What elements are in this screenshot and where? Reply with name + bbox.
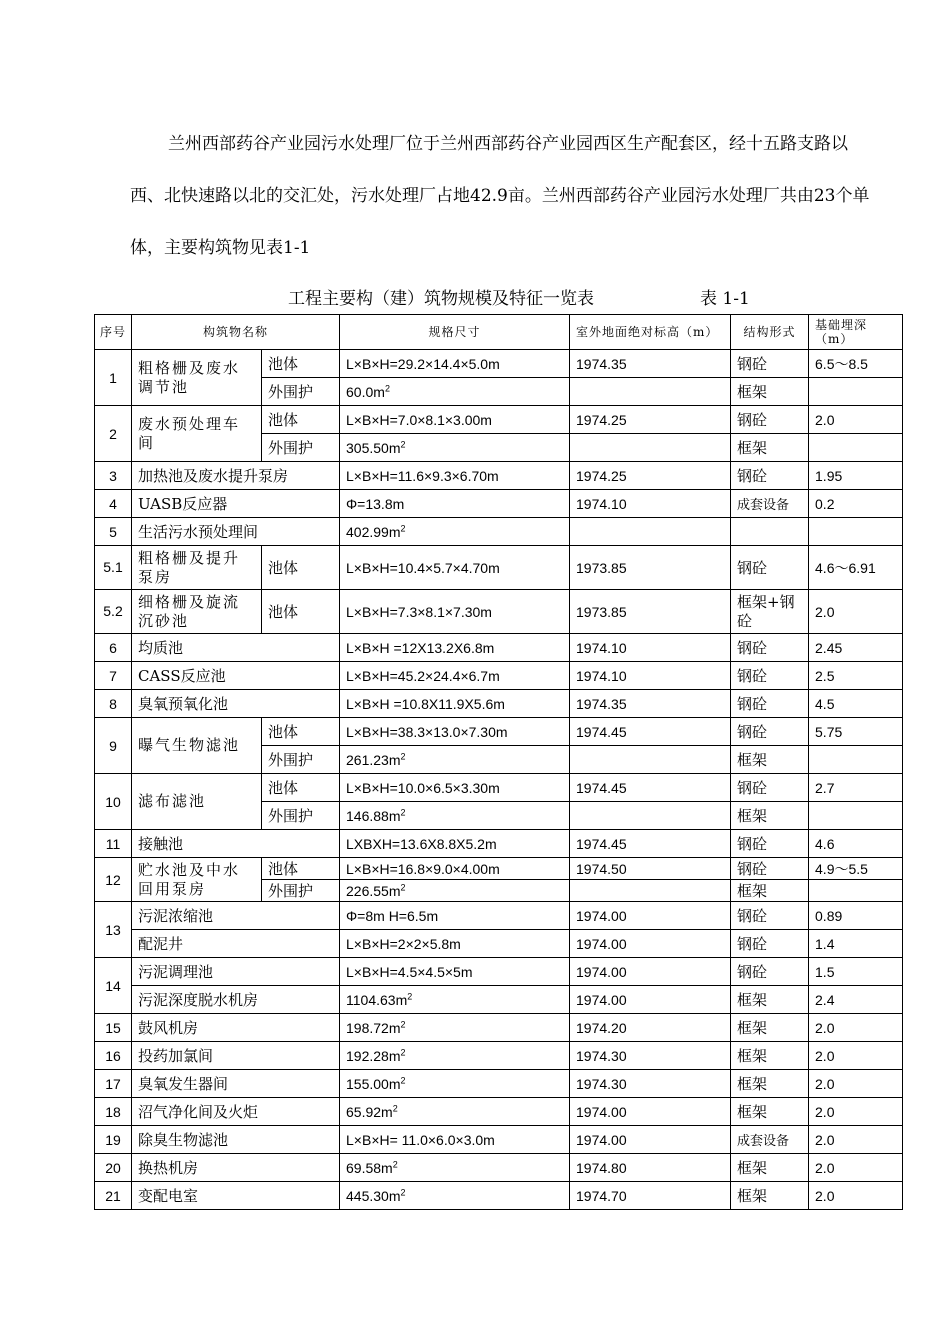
header-name: 构筑物名称 bbox=[132, 315, 340, 350]
cell-name: UASB反应器 bbox=[132, 490, 340, 518]
cell-elev bbox=[570, 880, 731, 902]
spec-text: L×B×H=4.5×4.5×5m bbox=[346, 963, 473, 980]
spec-text: 146.88m bbox=[346, 807, 401, 824]
cell-sub: 池体 bbox=[262, 590, 340, 634]
spec-superscript: 2 bbox=[400, 806, 406, 817]
cell-elev: 1974.00 bbox=[570, 1126, 731, 1154]
cell-spec bbox=[340, 1098, 570, 1126]
spec-superscript: 2 bbox=[400, 1046, 406, 1057]
cell-spec bbox=[340, 1014, 570, 1042]
cell-struct: 钢砼 bbox=[731, 830, 809, 858]
cell-no: 19 bbox=[95, 1126, 132, 1154]
cell-elev: 1974.35 bbox=[570, 690, 731, 718]
table-title: 工程主要构（建）筑物规模及特征一览表 bbox=[288, 289, 594, 309]
spec-text: Φ=13.8m bbox=[346, 495, 405, 512]
cell-spec bbox=[340, 1154, 570, 1182]
cell-sub: 池体 bbox=[262, 858, 340, 880]
cell-elev: 1973.85 bbox=[570, 546, 731, 590]
cell-struct: 框架 bbox=[731, 880, 809, 902]
cell-name: 细格栅及旋流沉砂池 bbox=[132, 590, 262, 634]
table-row bbox=[95, 930, 903, 958]
spec-superscript: 2 bbox=[392, 1158, 398, 1169]
table-body bbox=[95, 350, 903, 1210]
cell-depth: 2.0 bbox=[809, 1098, 903, 1126]
cell-struct: 钢砼 bbox=[731, 690, 809, 718]
cell-elev bbox=[570, 434, 731, 462]
cell-spec bbox=[340, 802, 570, 830]
spec-text: 305.50m bbox=[346, 439, 401, 456]
cell-spec bbox=[340, 746, 570, 774]
cell-spec bbox=[340, 958, 570, 986]
spec-superscript: 2 bbox=[400, 522, 406, 533]
cell-struct: 框架 bbox=[731, 1014, 809, 1042]
cell-struct: 框架 bbox=[731, 434, 809, 462]
cell-elev: 1974.00 bbox=[570, 986, 731, 1014]
table-row bbox=[95, 1182, 903, 1210]
spec-text: 261.23m bbox=[346, 751, 401, 768]
cell-depth bbox=[809, 434, 903, 462]
cell-spec bbox=[340, 434, 570, 462]
cell-spec bbox=[340, 1042, 570, 1070]
cell-sub: 池体 bbox=[262, 350, 340, 378]
cell-no: 1 bbox=[95, 350, 132, 406]
cell-name: 接触池 bbox=[132, 830, 340, 858]
cell-elev: 1974.70 bbox=[570, 1182, 731, 1210]
cell-name: 投药加氯间 bbox=[132, 1042, 340, 1070]
cell-name: 加热池及废水提升泵房 bbox=[132, 462, 340, 490]
spec-text: LXBXH=13.6X8.8X5.2m bbox=[346, 835, 497, 852]
cell-struct: 钢砼 bbox=[731, 350, 809, 378]
cell-struct: 成套设备 bbox=[731, 490, 809, 518]
table-row bbox=[95, 958, 903, 986]
header-elev: 室外地面绝对标高（m） bbox=[570, 315, 731, 350]
cell-spec bbox=[340, 350, 570, 378]
spec-superscript: 2 bbox=[400, 1018, 406, 1029]
cell-struct: 框架 bbox=[731, 1154, 809, 1182]
spec-superscript: 2 bbox=[400, 881, 406, 892]
table-number: 表 1-1 bbox=[700, 289, 750, 309]
cell-depth: 1.5 bbox=[809, 958, 903, 986]
spec-text: L×B×H=29.2×14.4×5.0m bbox=[346, 355, 500, 372]
cell-struct: 框架 bbox=[731, 986, 809, 1014]
cell-struct: 钢砼 bbox=[731, 546, 809, 590]
table-header-row bbox=[95, 315, 903, 350]
cell-elev: 1974.80 bbox=[570, 1154, 731, 1182]
table-row bbox=[95, 462, 903, 490]
cell-depth: 2.0 bbox=[809, 1154, 903, 1182]
table-row bbox=[95, 986, 903, 1014]
cell-struct: 钢砼 bbox=[731, 718, 809, 746]
cell-no: 11 bbox=[95, 830, 132, 858]
cell-depth bbox=[809, 802, 903, 830]
cell-no: 5.2 bbox=[95, 590, 132, 634]
cell-depth: 2.0 bbox=[809, 1042, 903, 1070]
cell-struct: 框架 bbox=[731, 1070, 809, 1098]
cell-depth: 2.5 bbox=[809, 662, 903, 690]
cell-spec bbox=[340, 378, 570, 406]
table-row bbox=[95, 350, 903, 378]
cell-spec bbox=[340, 986, 570, 1014]
table-row bbox=[95, 718, 903, 746]
cell-spec bbox=[340, 634, 570, 662]
table-row bbox=[95, 662, 903, 690]
cell-name: 均质池 bbox=[132, 634, 340, 662]
cell-spec bbox=[340, 462, 570, 490]
spec-text: 1104.63m bbox=[346, 991, 408, 1008]
spec-text: 69.58m bbox=[346, 1159, 393, 1176]
cell-elev bbox=[570, 802, 731, 830]
cell-depth: 4.6～6.91 bbox=[809, 546, 903, 590]
spec-text: 198.72m bbox=[346, 1019, 401, 1036]
header-depth: 基础埋深（m） bbox=[809, 315, 903, 350]
cell-name: 鼓风机房 bbox=[132, 1014, 340, 1042]
header-struct: 结构形式 bbox=[731, 315, 809, 350]
cell-no: 14 bbox=[95, 958, 132, 1014]
cell-spec bbox=[340, 1070, 570, 1098]
table-row bbox=[95, 590, 903, 634]
cell-name: 滤布滤池 bbox=[132, 774, 262, 830]
structures-table bbox=[94, 314, 903, 1210]
cell-elev: 1974.00 bbox=[570, 958, 731, 986]
spec-superscript: 2 bbox=[400, 750, 406, 761]
cell-elev: 1974.25 bbox=[570, 406, 731, 434]
spec-text: L×B×H=16.8×9.0×4.00m bbox=[346, 860, 500, 877]
cell-depth: 2.0 bbox=[809, 590, 903, 634]
cell-no: 7 bbox=[95, 662, 132, 690]
table-row bbox=[95, 518, 903, 546]
table-row bbox=[95, 1070, 903, 1098]
cell-spec bbox=[340, 902, 570, 930]
table-row bbox=[95, 546, 903, 590]
cell-spec bbox=[340, 1182, 570, 1210]
cell-depth: 4.9～5.5 bbox=[809, 858, 903, 880]
cell-no: 16 bbox=[95, 1042, 132, 1070]
cell-struct: 框架 bbox=[731, 378, 809, 406]
spec-text: 60.0m bbox=[346, 383, 385, 400]
spec-text: L×B×H=7.0×8.1×3.00m bbox=[346, 411, 492, 428]
cell-depth bbox=[809, 518, 903, 546]
spec-text: 445.30m bbox=[346, 1187, 401, 1204]
cell-depth: 0.2 bbox=[809, 490, 903, 518]
cell-depth: 6.5～8.5 bbox=[809, 350, 903, 378]
cell-name: 换热机房 bbox=[132, 1154, 340, 1182]
cell-elev bbox=[570, 746, 731, 774]
cell-name: 除臭生物滤池 bbox=[132, 1126, 340, 1154]
cell-struct: 成套设备 bbox=[731, 1126, 809, 1154]
cell-name: 生活污水预处理间 bbox=[132, 518, 340, 546]
cell-spec bbox=[340, 880, 570, 902]
cell-sub: 池体 bbox=[262, 546, 340, 590]
cell-struct bbox=[731, 518, 809, 546]
table-row bbox=[95, 1154, 903, 1182]
cell-elev bbox=[570, 378, 731, 406]
cell-spec bbox=[340, 662, 570, 690]
cell-spec bbox=[340, 406, 570, 434]
cell-struct: 钢砼 bbox=[731, 774, 809, 802]
cell-no: 10 bbox=[95, 774, 132, 830]
cell-elev: 1974.25 bbox=[570, 462, 731, 490]
cell-no: 20 bbox=[95, 1154, 132, 1182]
table-row bbox=[95, 1126, 903, 1154]
cell-spec bbox=[340, 518, 570, 546]
spec-text: 155.00m bbox=[346, 1075, 401, 1092]
spec-text: L×B×H= 11.0×6.0×3.0m bbox=[346, 1131, 495, 1148]
table-row bbox=[95, 774, 903, 802]
cell-name: 贮水池及中水回用泵房 bbox=[132, 858, 262, 902]
cell-depth: 2.0 bbox=[809, 1126, 903, 1154]
cell-no: 6 bbox=[95, 634, 132, 662]
cell-no: 18 bbox=[95, 1098, 132, 1126]
cell-sub: 外围护 bbox=[262, 746, 340, 774]
cell-sub: 外围护 bbox=[262, 378, 340, 406]
cell-elev: 1974.30 bbox=[570, 1070, 731, 1098]
spec-text: 192.28m bbox=[346, 1047, 401, 1064]
cell-elev: 1974.45 bbox=[570, 718, 731, 746]
cell-name: 曝气生物滤池 bbox=[132, 718, 262, 774]
cell-no: 15 bbox=[95, 1014, 132, 1042]
spec-text: 402.99m bbox=[346, 523, 401, 540]
cell-elev: 1974.10 bbox=[570, 662, 731, 690]
cell-no: 5 bbox=[95, 518, 132, 546]
cell-spec bbox=[340, 930, 570, 958]
spec-text: L×B×H=45.2×24.4×6.7m bbox=[346, 667, 500, 684]
cell-depth bbox=[809, 880, 903, 902]
cell-sub: 外围护 bbox=[262, 880, 340, 902]
cell-no: 4 bbox=[95, 490, 132, 518]
cell-sub: 池体 bbox=[262, 406, 340, 434]
spec-superscript: 2 bbox=[400, 1074, 406, 1085]
spec-text: 226.55m bbox=[346, 882, 401, 899]
table-row bbox=[95, 690, 903, 718]
cell-name: 粗格栅及废水调节池 bbox=[132, 350, 262, 406]
spec-text: L×B×H=10.0×6.5×3.30m bbox=[346, 779, 500, 796]
cell-elev: 1974.00 bbox=[570, 902, 731, 930]
cell-name: 臭氧预氧化池 bbox=[132, 690, 340, 718]
cell-depth: 2.0 bbox=[809, 1182, 903, 1210]
spec-text: L×B×H =10.8X11.9X5.6m bbox=[346, 695, 505, 712]
spec-superscript: 2 bbox=[400, 1186, 406, 1197]
cell-struct: 框架+钢砼 bbox=[731, 590, 809, 634]
table-caption bbox=[0, 284, 950, 310]
table-row bbox=[95, 406, 903, 434]
cell-sub: 外围护 bbox=[262, 434, 340, 462]
spec-text: L×B×H=11.6×9.3×6.70m bbox=[346, 467, 499, 484]
cell-struct: 钢砼 bbox=[731, 858, 809, 880]
spec-superscript: 2 bbox=[400, 438, 406, 449]
cell-elev: 1974.35 bbox=[570, 350, 731, 378]
cell-depth: 2.0 bbox=[809, 1014, 903, 1042]
cell-name: 变配电室 bbox=[132, 1182, 340, 1210]
cell-name: 污泥深度脱水机房 bbox=[132, 986, 340, 1014]
cell-elev bbox=[570, 518, 731, 546]
cell-no: 5.1 bbox=[95, 546, 132, 590]
spec-text: L×B×H=38.3×13.0×7.30m bbox=[346, 723, 508, 740]
cell-no: 9 bbox=[95, 718, 132, 774]
cell-struct: 框架 bbox=[731, 1042, 809, 1070]
spec-text: L×B×H=2×2×5.8m bbox=[346, 935, 461, 952]
cell-struct: 框架 bbox=[731, 802, 809, 830]
table-row bbox=[95, 830, 903, 858]
cell-depth: 1.4 bbox=[809, 930, 903, 958]
cell-struct: 框架 bbox=[731, 1098, 809, 1126]
cell-sub: 池体 bbox=[262, 718, 340, 746]
header-no: 序号 bbox=[95, 315, 132, 350]
cell-name: 臭氧发生器间 bbox=[132, 1070, 340, 1098]
cell-no: 8 bbox=[95, 690, 132, 718]
cell-no: 17 bbox=[95, 1070, 132, 1098]
cell-struct: 框架 bbox=[731, 746, 809, 774]
cell-depth bbox=[809, 746, 903, 774]
cell-spec bbox=[340, 690, 570, 718]
header-spec: 规格尺寸 bbox=[340, 315, 570, 350]
cell-name: 废水预处理车间 bbox=[132, 406, 262, 462]
cell-depth: 4.6 bbox=[809, 830, 903, 858]
spec-superscript: 2 bbox=[407, 990, 413, 1001]
cell-depth: 4.5 bbox=[809, 690, 903, 718]
cell-name: 沼气净化间及火炬 bbox=[132, 1098, 340, 1126]
cell-depth: 0.89 bbox=[809, 902, 903, 930]
spec-superscript: 2 bbox=[384, 382, 390, 393]
cell-struct: 钢砼 bbox=[731, 634, 809, 662]
cell-depth: 2.0 bbox=[809, 1070, 903, 1098]
cell-no: 21 bbox=[95, 1182, 132, 1210]
cell-name: 污泥浓缩池 bbox=[132, 902, 340, 930]
cell-struct: 钢砼 bbox=[731, 902, 809, 930]
spec-text: 65.92m bbox=[346, 1103, 393, 1120]
table-row bbox=[95, 1098, 903, 1126]
cell-sub: 池体 bbox=[262, 774, 340, 802]
table-row bbox=[95, 1042, 903, 1070]
cell-struct: 钢砼 bbox=[731, 930, 809, 958]
cell-spec bbox=[340, 858, 570, 880]
cell-depth: 5.75 bbox=[809, 718, 903, 746]
cell-elev: 1974.10 bbox=[570, 634, 731, 662]
cell-name: 污泥调理池 bbox=[132, 958, 340, 986]
cell-sub: 外围护 bbox=[262, 802, 340, 830]
cell-no: 12 bbox=[95, 858, 132, 902]
cell-elev: 1973.85 bbox=[570, 590, 731, 634]
cell-spec bbox=[340, 774, 570, 802]
cell-depth: 2.7 bbox=[809, 774, 903, 802]
cell-struct: 钢砼 bbox=[731, 662, 809, 690]
cell-elev: 1974.45 bbox=[570, 774, 731, 802]
spec-text: L×B×H=7.3×8.1×7.30m bbox=[346, 603, 492, 620]
cell-name: 配泥井 bbox=[132, 930, 340, 958]
cell-spec bbox=[340, 830, 570, 858]
cell-depth bbox=[809, 378, 903, 406]
table-row bbox=[95, 1014, 903, 1042]
cell-struct: 钢砼 bbox=[731, 406, 809, 434]
cell-struct: 框架 bbox=[731, 1182, 809, 1210]
spec-text: L×B×H =12X13.2X6.8m bbox=[346, 639, 495, 656]
cell-spec bbox=[340, 490, 570, 518]
cell-name: CASS反应池 bbox=[132, 662, 340, 690]
cell-depth: 1.95 bbox=[809, 462, 903, 490]
cell-elev: 1974.50 bbox=[570, 858, 731, 880]
table-row bbox=[95, 490, 903, 518]
cell-elev: 1974.00 bbox=[570, 930, 731, 958]
cell-spec bbox=[340, 1126, 570, 1154]
cell-spec bbox=[340, 546, 570, 590]
cell-no: 3 bbox=[95, 462, 132, 490]
cell-no: 2 bbox=[95, 406, 132, 462]
table-row bbox=[95, 634, 903, 662]
spec-text: L×B×H=10.4×5.7×4.70m bbox=[346, 559, 500, 576]
cell-struct: 钢砼 bbox=[731, 462, 809, 490]
cell-elev: 1974.20 bbox=[570, 1014, 731, 1042]
cell-elev: 1974.45 bbox=[570, 830, 731, 858]
spec-superscript: 2 bbox=[392, 1102, 398, 1113]
cell-depth: 2.45 bbox=[809, 634, 903, 662]
spec-text: Φ=8m H=6.5m bbox=[346, 907, 439, 924]
cell-elev: 1974.30 bbox=[570, 1042, 731, 1070]
cell-elev: 1974.00 bbox=[570, 1098, 731, 1126]
intro-paragraph: 兰州西部药谷产业园污水处理厂位于兰州西部药谷产业园西区生产配套区，经十五路支路以西、北快速路以北的交汇处，污水处理厂占地42.9亩。兰州西部药谷产业园污水处理厂共由23个单体，主要构筑物见表1-1 bbox=[130, 134, 870, 258]
cell-spec bbox=[340, 718, 570, 746]
cell-elev: 1974.10 bbox=[570, 490, 731, 518]
cell-depth: 2.4 bbox=[809, 986, 903, 1014]
cell-name: 粗格栅及提升泵房 bbox=[132, 546, 262, 590]
cell-spec bbox=[340, 590, 570, 634]
table-row bbox=[95, 858, 903, 880]
cell-depth: 2.0 bbox=[809, 406, 903, 434]
cell-no: 13 bbox=[95, 902, 132, 958]
table-row bbox=[95, 902, 903, 930]
cell-struct: 钢砼 bbox=[731, 958, 809, 986]
